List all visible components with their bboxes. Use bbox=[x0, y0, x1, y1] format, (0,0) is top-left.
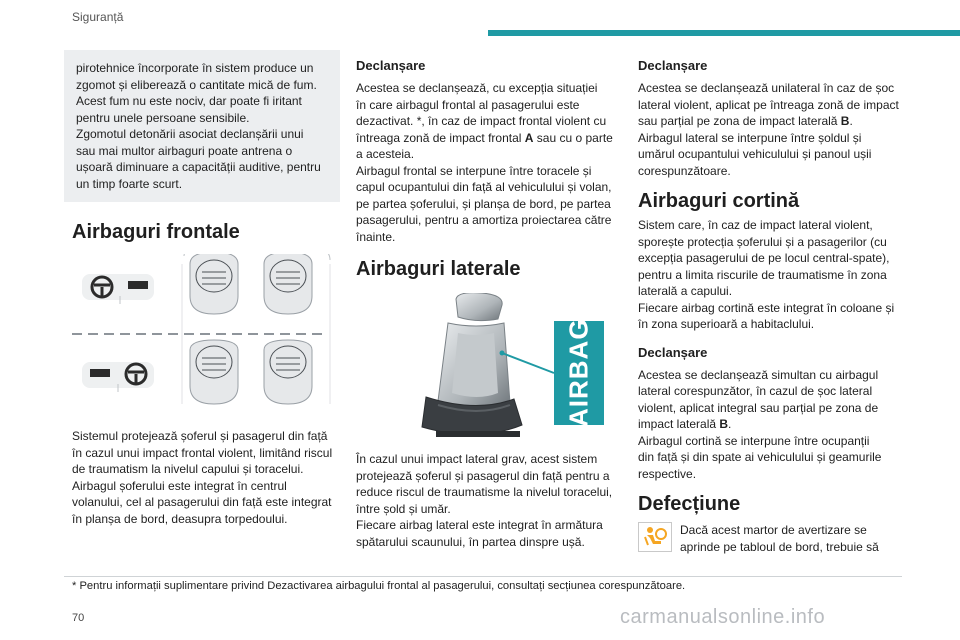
text-fragment: sau parțial pe zona de impact laterală bbox=[638, 114, 841, 128]
note-line: pirotehnice încorporate în sistem produce un bbox=[76, 61, 314, 75]
body-line: protejează șoferul și pasagerul din față pentru a bbox=[356, 468, 610, 483]
note-line: pentru unele persoane sensibile. bbox=[76, 110, 250, 125]
body-line: în zona superioară a habitaclului. bbox=[638, 317, 815, 331]
zone-label-a: A bbox=[524, 130, 534, 145]
header-section-title: Siguranță bbox=[72, 10, 124, 24]
body-line: corespunzătoare. bbox=[638, 163, 731, 178]
body-line: sporește protecția șoferului și a pasagerilor (cu bbox=[638, 234, 887, 249]
airbag-warning-light-icon bbox=[638, 522, 672, 552]
note-line: sau mai multor airbaguri poate antrena o bbox=[76, 143, 293, 158]
body-line: Sistemul protejează șoferul și pasagerul din față bbox=[72, 429, 328, 443]
body-line: lateral corespunzător, în cazul de șoc lateral bbox=[638, 384, 873, 398]
body-line: de traumatism la nivelul capului și toracelui. bbox=[72, 462, 304, 476]
frontal-airbags-text bbox=[72, 428, 340, 527]
body-line bbox=[356, 130, 620, 147]
body-line: Acestea se declanșează unilateral în caz de șoc bbox=[638, 81, 895, 95]
heading-deployment-curtain: Declanșare bbox=[638, 344, 708, 360]
body-line: lateral violent, aplicat pe întreaga zonă de impact bbox=[638, 97, 899, 112]
body-line: capul ocupantului din față al vehiculului și volan, bbox=[356, 180, 612, 194]
body-line: pe partea șoferului, și planșa de bord, pe partea bbox=[356, 196, 611, 211]
note-line: Zgomotul detonării asociat declanșării unui bbox=[76, 127, 304, 141]
malfunction-warning bbox=[638, 522, 908, 555]
deployment-frontal-text bbox=[356, 80, 620, 245]
body-line: Acestea se declanșează simultan cu airbagul bbox=[638, 367, 879, 382]
column-right bbox=[638, 50, 908, 555]
note-box bbox=[64, 50, 340, 202]
heading-deployment-side: Declanșare bbox=[638, 58, 708, 73]
body-line: umărul ocupantului vehiculului și panoul ușii bbox=[638, 147, 872, 161]
body-line: Dacă acest martor de avertizare se bbox=[680, 523, 867, 537]
body-line: Sistem care, în caz de impact lateral violent, bbox=[638, 218, 873, 232]
column-left bbox=[64, 50, 340, 527]
heading-malfunction: Defecțiune bbox=[638, 493, 741, 515]
body-line: în cazul unui impact frontal violent, limitând riscul bbox=[72, 445, 333, 460]
footnote-divider bbox=[64, 576, 902, 577]
footnote: * Pentru informații suplimentare privind Dezactivarea airbagului frontal al pasagerului, consultați secțiunea corespunzătoare. bbox=[72, 580, 686, 592]
body-line: din față și din spate ai vehiculului și geamurile bbox=[638, 450, 882, 464]
deployment-side-text bbox=[638, 80, 908, 179]
body-line: înainte. bbox=[356, 229, 396, 244]
body-line: volanului, cel al pasagerului din față este integrat bbox=[72, 495, 332, 509]
body-line: pasagerului, pentru a amortiza proiectarea către bbox=[356, 213, 612, 227]
body-line: Airbagul șoferului este integrat în centrul bbox=[72, 478, 287, 493]
body-line: spătarului scaunului, în partea dinspre ușă. bbox=[356, 534, 585, 549]
zone-label-b: B bbox=[840, 114, 850, 128]
curtain-airbags-text bbox=[638, 217, 908, 333]
body-line: Airbagul frontal se interpune între toracele și bbox=[356, 163, 592, 178]
body-line: respective. bbox=[638, 466, 697, 481]
frontal-airbags-illustration bbox=[64, 254, 340, 414]
page-number: 70 bbox=[72, 612, 85, 624]
body-line: Airbagul cortină se interpune între ocupanții bbox=[638, 433, 870, 448]
text-fragment: sau cu o parte bbox=[533, 130, 613, 145]
body-line: Fiecare airbag lateral este integrat în armătura bbox=[356, 518, 603, 532]
body-line: Fiecare airbag cortină este integrat în coloane și bbox=[638, 300, 895, 315]
body-line: excepția pasagerului de pe locul central-spate), bbox=[638, 251, 890, 265]
watermark: carmanualsonline.info bbox=[620, 606, 826, 628]
body-line: în care airbagul frontal al pasagerului este bbox=[356, 97, 580, 112]
body-line: în planșa de bord, deasupra torpedoului. bbox=[72, 511, 288, 526]
body-line: Airbagul lateral se interpune între șoldul și bbox=[638, 130, 862, 145]
text-fragment: . bbox=[849, 114, 853, 128]
body-line: pentru a limita riscurile de traumatisme în zona bbox=[638, 267, 887, 282]
note-line: un timp foarte scurt. bbox=[76, 176, 183, 191]
zone-label-b: B bbox=[719, 417, 729, 431]
body-line: a acesteia. bbox=[356, 147, 415, 161]
body-line: Acestea se declanșează, cu excepția situației bbox=[356, 81, 598, 95]
note-line: Acest fum nu este nociv, dar poate fi iritant bbox=[76, 94, 302, 108]
body-line: laterală a capului. bbox=[638, 284, 733, 298]
heading-frontal-airbags: Airbaguri frontale bbox=[72, 221, 240, 243]
body-line: În cazul unui impact lateral grav, acest sistem bbox=[356, 452, 598, 466]
airbag-label: AIRBAG bbox=[563, 318, 594, 428]
malfunction-text bbox=[680, 522, 879, 555]
deployment-curtain-text bbox=[638, 367, 908, 483]
body-line bbox=[638, 113, 908, 130]
body-line: dezactivat. *, în caz de impact frontal violent cu bbox=[356, 114, 607, 128]
body-line: între șold și umăr. bbox=[356, 501, 451, 516]
side-airbag-illustration bbox=[386, 293, 606, 443]
body-line: aprinde pe tabloul de bord, trebuie să bbox=[680, 539, 879, 554]
heading-deployment-frontal: Declanșare bbox=[356, 58, 426, 73]
text-fragment: întreaga zonă de impact frontal bbox=[356, 130, 525, 145]
text-fragment: impact laterală bbox=[638, 417, 720, 431]
body-line: reduce riscul de traumatisme la nivelul toracelui, bbox=[356, 485, 613, 499]
text-fragment: . bbox=[728, 417, 732, 431]
heading-curtain-airbags: Airbaguri cortină bbox=[638, 190, 800, 212]
body-line: violent, aplicat integral sau parțial pe zona de bbox=[638, 400, 879, 415]
note-line: zgomot și eliberează o cantitate mică de fum. bbox=[76, 77, 317, 92]
note-line: ușoară diminuare a capacității auditive, pentru bbox=[76, 160, 321, 174]
side-airbags-text bbox=[356, 451, 620, 550]
column-middle bbox=[356, 50, 620, 550]
header-accent-bar bbox=[488, 30, 960, 36]
body-line bbox=[638, 416, 908, 433]
heading-side-airbags: Airbaguri laterale bbox=[356, 258, 521, 280]
